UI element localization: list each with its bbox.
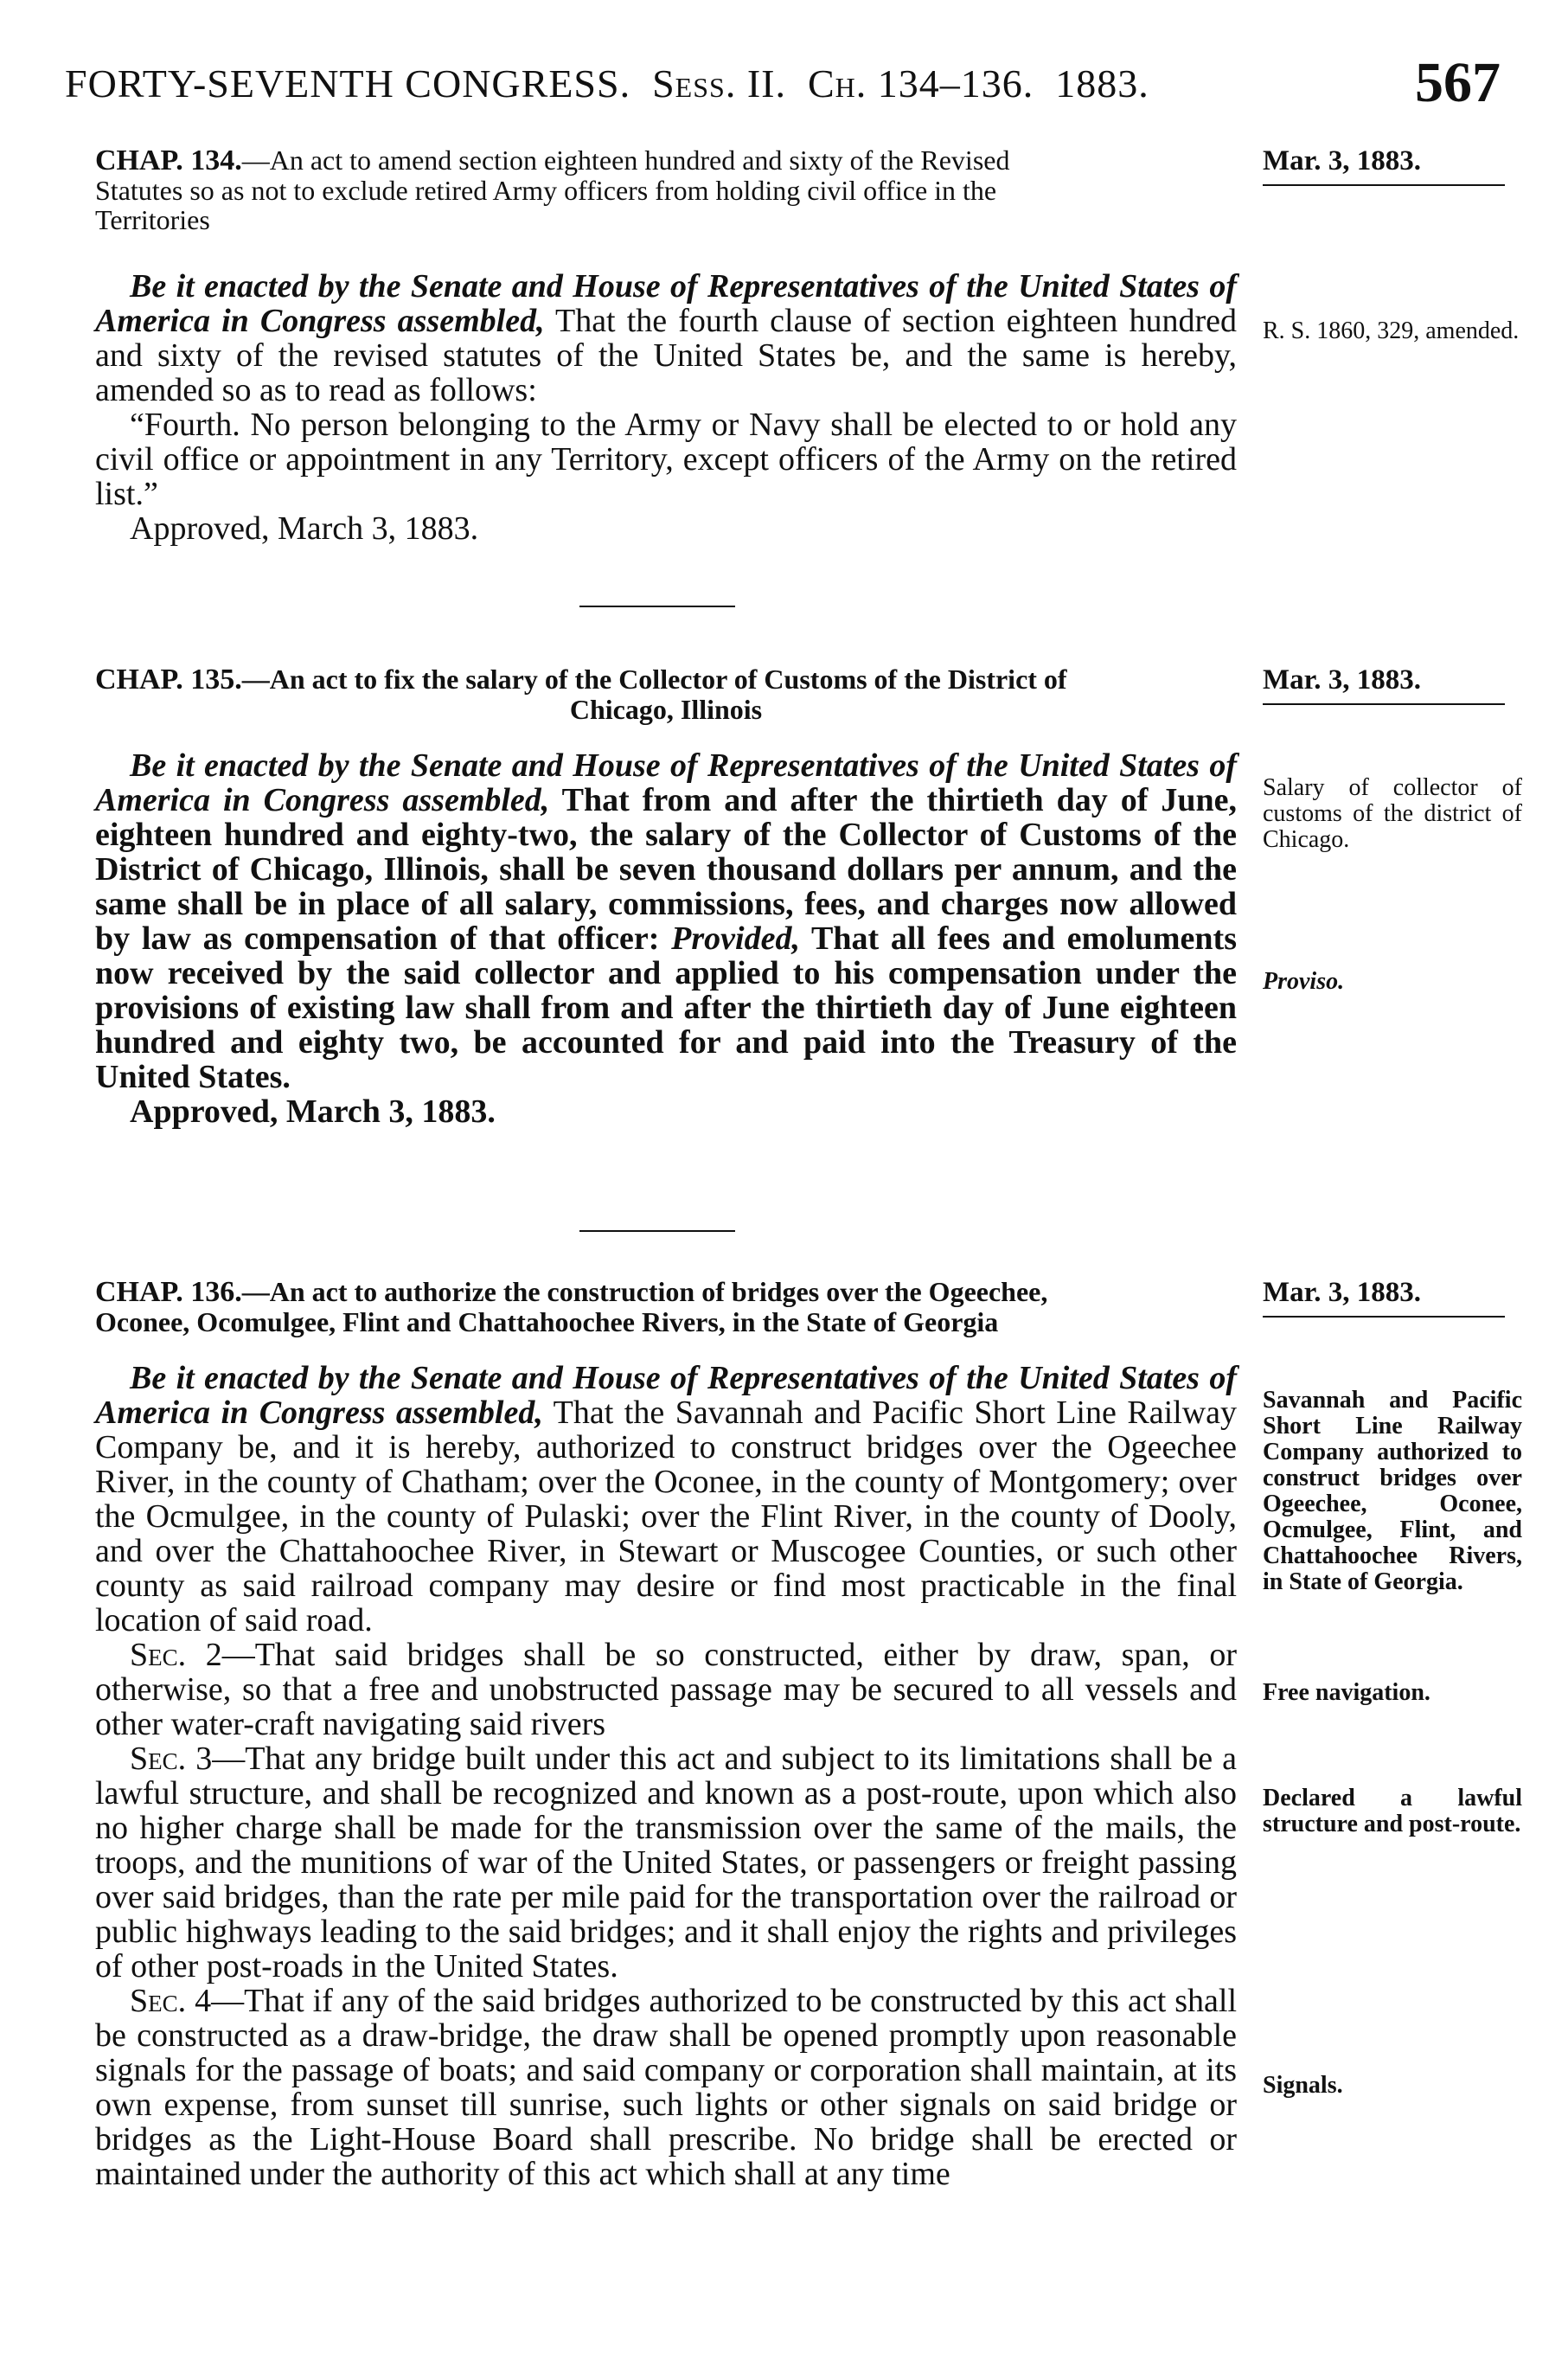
chapter-136-margin	[1263, 1277, 1531, 2099]
congress-label: FORTY-SEVENTH CONGRESS.	[65, 61, 631, 106]
chapter-136-enacting-formula: Be it enacted by the Senate and House of Representatives of the United States of America in Congress assembled,	[95, 1360, 1237, 1431]
chapter-136-enacting-text: That the Savannah and Pacific Short Line Railway Company be, and it is hereby, authorized to construct bridges over the Ogeechee River, in the county of Chatham; over the Oconee, in the county of Montgomery; over the Ocmulgee, in the county of Pulaski; over the Flint River, in the county of Dooly, and over the Chattahoochee River, in Stewart or Muscogee Counties, or such other county as said railroad company may desire or find most practicable in the final location of said road.	[95, 1395, 1238, 1638]
separator-rule	[579, 1230, 735, 1232]
chapter-136-section-3	[95, 1741, 1237, 1984]
chapter-134	[95, 144, 1520, 547]
chapter-135-enacting-formula: Be it enacted by the Senate and House of Representatives of the United States of America in Congress assembled,	[95, 747, 1237, 818]
chapter-134-enacting-clause	[95, 269, 1237, 407]
chapter-134-title-line2: Statutes so as not to exclude retired Army officers from holding civil office in the	[95, 175, 997, 206]
chapter-136-title	[95, 1277, 1237, 1337]
chapter-135-enacting-clause	[95, 748, 1237, 1094]
chapter-135-margin-note-proviso: Proviso.	[1263, 968, 1345, 995]
section-3-label: Sec. 3	[130, 1741, 213, 1777]
chapter-135-title-line1: —An act to fix the salary of the Collector of Customs of the District of	[241, 664, 1067, 695]
chapter-135	[95, 664, 1522, 1130]
chapter-134-date-rule	[1263, 184, 1505, 186]
chapter-135-approved: Approved, March 3, 1883.	[130, 1093, 496, 1130]
chapter-136-title-line2: Oconee, Ocomulgee, Flint and Chattahoochee Rivers, in the State of Georgia	[95, 1306, 999, 1337]
chapter-136-margin-note-authorization: Savannah and Pacific Short Line Railway Company authorized to construct bridges over Ogeechee, Oconee, Ocmulgee, Flint, and Chattahoochee Rivers, in State of Georgia.	[1263, 1387, 1522, 1595]
chapter-135-date: Mar. 3, 1883.	[1263, 664, 1422, 696]
year-label: 1883.	[1055, 61, 1149, 106]
chapter-136	[95, 1276, 1522, 2192]
section-2-label: Sec. 2	[130, 1637, 222, 1673]
chapter-136-date: Mar. 3, 1883.	[1263, 1277, 1422, 1308]
chapter-136-enacting-clause	[95, 1361, 1237, 1638]
page-number: 567	[1415, 51, 1501, 114]
section-2-text: —That said bridges shall be so constructed, either by draw, span, or otherwise, so that a free and unobstructed passage may be secured to all vessels and other water-craft navigating said rivers	[95, 1637, 1237, 1742]
chapter-134-quoted-clause: “Fourth. No person belonging to the Army or Navy shall be elected to or hold any civil office or appointment in any Territory, except officers of the Army on the retired list.”	[95, 407, 1237, 512]
chapter-134-title-line1: —An act to amend section eighteen hundred and sixty of the Revised	[241, 144, 1010, 176]
chapter-135-margin-note-salary: Salary of collector of customs of the district of Chicago.	[1263, 774, 1522, 853]
section-4-label: Sec. 4	[130, 1983, 212, 2019]
chapter-134-approved: Approved, March 3, 1883.	[130, 510, 479, 547]
chapter-134-date: Mar. 3, 1883.	[1263, 145, 1422, 176]
chapter-135-title-line2: Chicago, Illinois	[569, 694, 763, 725]
chapter-136-label: CHAP. 136.	[95, 1276, 242, 1308]
chapters-label: Ch. 134–136.	[807, 61, 1034, 106]
chapter-134-label: CHAP. 134.	[95, 144, 242, 176]
running-head	[65, 61, 1149, 106]
chapter-134-enacting-formula: Be it enacted by the Senate and House of Representatives of the United States of America in Congress assembled,	[95, 268, 1237, 339]
page-header	[65, 43, 1501, 121]
chapter-135-title	[95, 664, 1237, 724]
chapter-136-section-2	[95, 1638, 1237, 1741]
section-4-text: —That if any of the said bridges authorized to be constructed by this act shall be constructed as a draw-bridge, the draw shall be opened promptly upon reasonable signals for the passage of boats; and said company or corporation shall maintain, at its own expense, from sunset till sunrise, such lights or other signals on said bridge or bridges as the Light-House Board shall prescribe. No bridge shall be erected or maintained under the authority of this act which shall at any time	[95, 1983, 1237, 2192]
chapter-134-title	[95, 145, 1237, 234]
chapter-134-margin	[1263, 145, 1531, 344]
chapter-136-margin-note-signals: Signals.	[1263, 2072, 1343, 2099]
chapter-135-proviso-text: That all fees and emoluments now received by the said collector and applied to his compensation under the provisions of existing law shall from and after the thirtieth day of June eighteen hundred and eighty two, be accounted for and paid into the Treasury of the United States.	[95, 920, 1237, 1095]
chapter-134-enacting-text: That the fourth clause of section eighteen hundred and sixty of the revised statutes of the United States be, and the same is hereby, amended so as to read as follows:	[95, 303, 1237, 408]
chapter-135-label: CHAP. 135.	[95, 664, 242, 696]
chapter-135-margin	[1263, 664, 1531, 995]
chapter-136-title-line1: —An act to authorize the construction of bridges over the Ogeechee,	[241, 1276, 1048, 1307]
chapter-134-margin-note: R. S. 1860, 329, amended.	[1263, 317, 1520, 344]
section-3-text: —That any bridge built under this act and subject to its limitations shall be a lawful structure, and shall be recognized and known as a post-route, upon which also no higher charge shall be made for the transmission over the same of the mails, the troops, and the munitions of war of the United States, or passengers or freight passing over said bridges, than the rate per mile paid for the transportation over the railroad or public highways leading to the said bridges; and it shall enjoy the rights and privileges of other post-roads in the United States.	[95, 1741, 1237, 1984]
chapter-136-margin-note-lawful-structure: Declared a lawful structure and post-route.	[1263, 1785, 1522, 1837]
chapter-136-margin-note-free-navigation: Free navigation.	[1263, 1679, 1430, 1706]
chapter-136-date-rule	[1263, 1316, 1505, 1318]
chapter-136-section-4	[95, 1984, 1237, 2191]
separator-rule	[579, 606, 735, 607]
chapter-135-provided: Provided,	[659, 920, 800, 957]
chapter-135-enacting-text: That from and after the thirtieth day of June, eighteen hundred and eighty-two, the salary of the Collector of Customs of the District of Chicago, Illinois, shall be seven thousand dollars per annum, and the same shall be in place of all salary, commissions, fees, and charges now allowed by law as compensation of that officer:	[95, 782, 1238, 957]
session-label: Sess. II.	[652, 61, 786, 106]
chapter-134-title-line3: Territories	[95, 204, 210, 235]
chapter-135-date-rule	[1263, 703, 1505, 705]
